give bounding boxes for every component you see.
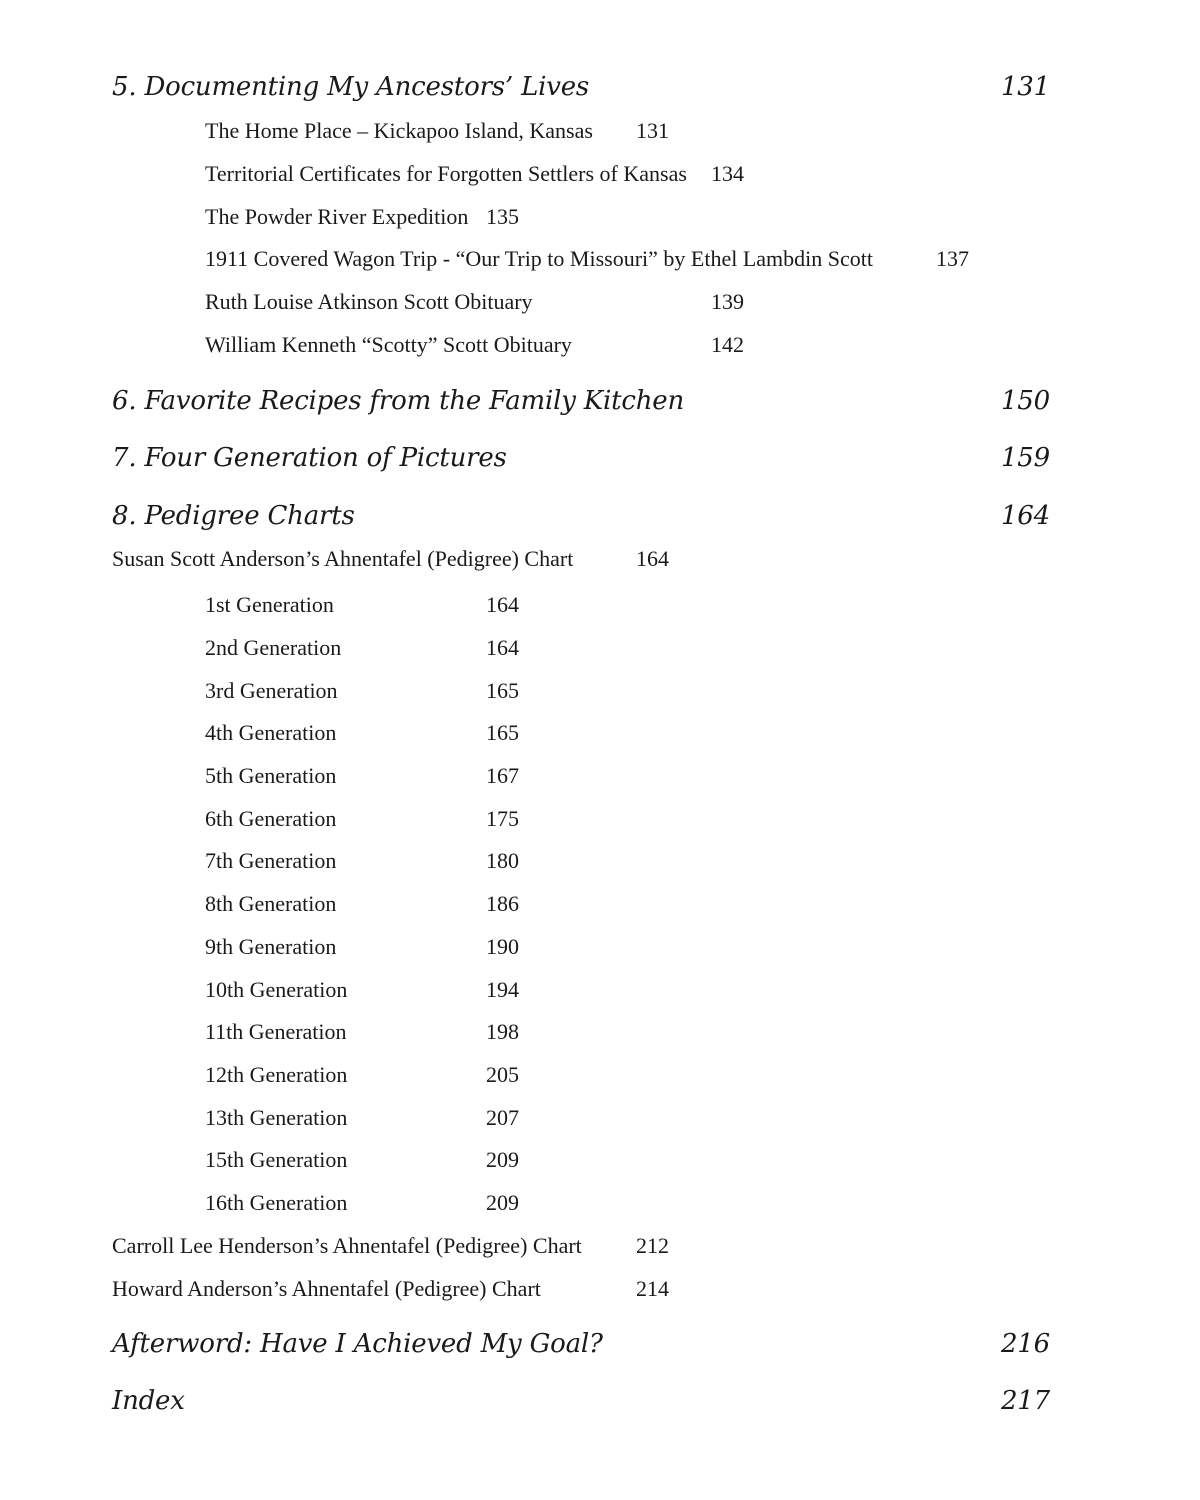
- entry-title: 11th Generation: [205, 1019, 347, 1044]
- entry-title: Ruth Louise Atkinson Scott Obituary: [205, 289, 533, 314]
- chapter-title: 6. Favorite Recipes from the Family Kitchen: [112, 386, 685, 416]
- entry-title: The Home Place – Kickapoo Island, Kansas: [205, 118, 593, 143]
- chapter-title: Afterword: Have I Achieved My Goal?: [112, 1329, 603, 1359]
- entry-page-number: 165: [486, 720, 519, 745]
- entry-title: Carroll Lee Henderson’s Ahnentafel (Pedigree) Chart: [112, 1233, 582, 1258]
- entry-title: 1st Generation: [205, 592, 334, 617]
- chapter-title: Index: [112, 1386, 185, 1416]
- entry-page-number: 164: [486, 635, 519, 660]
- entry-page-number: 212: [636, 1233, 669, 1258]
- chapter-title: 8. Pedigree Charts: [112, 501, 355, 531]
- chapter-page-number: 131: [1000, 72, 1050, 102]
- entry-page-number: 164: [486, 592, 519, 617]
- entry-title: 12th Generation: [205, 1062, 348, 1087]
- entry-page-number: 135: [486, 204, 519, 229]
- chapter-page-number: 164: [1000, 501, 1050, 531]
- entry-page-number: 142: [711, 332, 744, 357]
- entry-title: Susan Scott Anderson’s Ahnentafel (Pedigree) Chart: [112, 546, 574, 571]
- entry-page-number: 137: [936, 246, 969, 271]
- entry-page-number: 139: [711, 289, 744, 314]
- entry-page-number: 214: [636, 1276, 669, 1301]
- entry-title: 2nd Generation: [205, 635, 342, 660]
- entry-page-number: 209: [486, 1147, 519, 1172]
- chapter-page-number: 217: [1000, 1386, 1050, 1416]
- entry-title: 10th Generation: [205, 977, 348, 1002]
- chapter-page-number: 150: [1000, 386, 1050, 416]
- entry-title: 4th Generation: [205, 720, 337, 745]
- entry-page-number: 207: [486, 1105, 519, 1130]
- chapter-page-number: 216: [1000, 1329, 1050, 1359]
- entry-title: 1911 Covered Wagon Trip - “Our Trip to Missouri” by Ethel Lambdin Scott: [205, 246, 873, 271]
- entry-title: 6th Generation: [205, 806, 337, 831]
- entry-title: 7th Generation: [205, 848, 337, 873]
- entry-title: The Powder River Expedition: [205, 204, 469, 229]
- entry-title: 16th Generation: [205, 1190, 348, 1215]
- entry-page-number: 180: [486, 848, 519, 873]
- entry-page-number: 209: [486, 1190, 519, 1215]
- entry-title: 13th Generation: [205, 1105, 348, 1130]
- entry-title: 8th Generation: [205, 891, 337, 916]
- entry-page-number: 164: [636, 546, 669, 571]
- entry-page-number: 198: [486, 1019, 519, 1044]
- entry-page-number: 186: [486, 891, 519, 916]
- entry-page-number: 167: [486, 763, 519, 788]
- entry-title: 3rd Generation: [205, 678, 338, 703]
- entry-page-number: 165: [486, 678, 519, 703]
- chapter-page-number: 159: [1000, 443, 1050, 473]
- entry-page-number: 190: [486, 934, 519, 959]
- entry-title: Howard Anderson’s Ahnentafel (Pedigree) Chart: [112, 1276, 541, 1301]
- chapter-title: 5. Documenting My Ancestors’ Lives: [112, 72, 590, 102]
- entry-page-number: 205: [486, 1062, 519, 1087]
- entry-title: William Kenneth “Scotty” Scott Obituary: [205, 332, 572, 357]
- entry-title: 9th Generation: [205, 934, 337, 959]
- entry-page-number: 175: [486, 806, 519, 831]
- entry-title: 5th Generation: [205, 763, 337, 788]
- chapter-title: 7. Four Generation of Pictures: [112, 443, 507, 473]
- entry-page-number: 131: [636, 118, 669, 143]
- entry-page-number: 194: [486, 977, 519, 1002]
- entry-page-number: 134: [711, 161, 744, 186]
- entry-title: 15th Generation: [205, 1147, 348, 1172]
- entry-title: Territorial Certificates for Forgotten Settlers of Kansas: [205, 161, 687, 186]
